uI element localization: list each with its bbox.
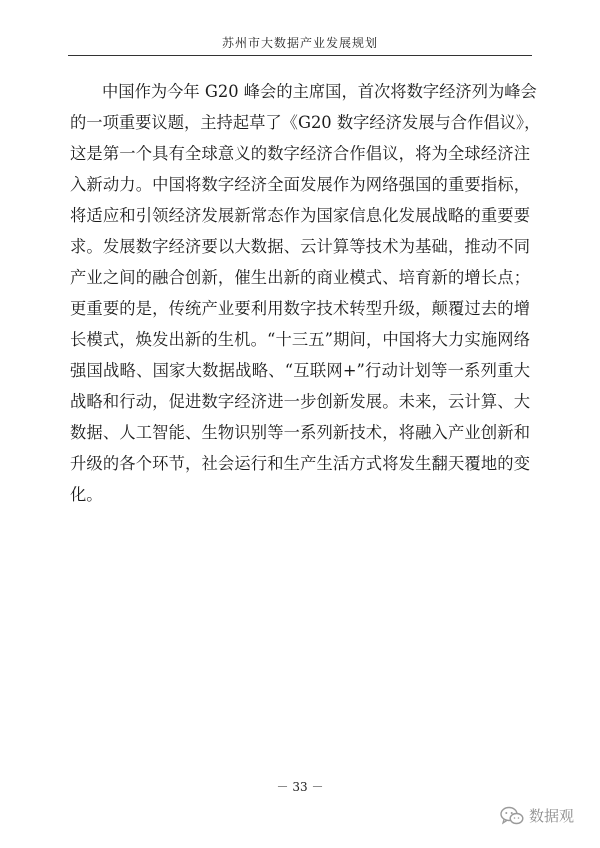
watermark-label: 数据观: [529, 807, 575, 825]
body-line: 长模式，焕发出新的生机。“十三五”期间，中国将大力实施网络: [70, 330, 530, 349]
body-line: 入新动力。中国将数字经济全面发展作为网络强国的重要指标，: [70, 175, 530, 194]
body-line: 的一项重要议题，主持起草了《G20 数字经济发展与合作倡议》，: [70, 113, 541, 132]
body-line: 这是第一个具有全球意义的数字经济合作倡议，将为全球经济注: [70, 144, 530, 163]
body-line: 升级的各个环节，社会运行和生产生活方式将发生翻天覆地的变: [70, 454, 530, 473]
body-line: 将适应和引领经济发展新常态作为国家信息化发展战略的重要要: [70, 206, 530, 225]
body-paragraph: [70, 76, 541, 510]
running-header: 苏州市大数据产业发展规划: [221, 36, 378, 50]
body-line: 更重要的是，传统产业要利用数字技术转型升级，颠覆过去的增: [70, 299, 530, 318]
body-line: 战略和行动，促进数字经济进一步创新发展。未来，云计算、大: [70, 392, 530, 411]
page-number: － 33 －: [276, 780, 324, 794]
body-line: 产业之间的融合创新，催生出新的商业模式、培育新的增长点；: [70, 268, 530, 287]
body-line: 数据、人工智能、生物识别等一系列新技术，将融入产业创新和: [70, 423, 530, 442]
header-rule: [68, 55, 532, 56]
wechat-icon: [500, 806, 524, 826]
body-line: 强国战略、国家大数据战略、“互联网+”行动计划等一系列重大: [70, 361, 530, 380]
body-line: 中国作为今年 G20 峰会的主席国，首次将数字经济列为峰会: [102, 82, 537, 101]
body-line: 求。发展数字经济要以大数据、云计算等技术为基础，推动不同: [70, 237, 530, 256]
body-line: 化。: [70, 485, 103, 504]
watermark: [500, 805, 574, 826]
